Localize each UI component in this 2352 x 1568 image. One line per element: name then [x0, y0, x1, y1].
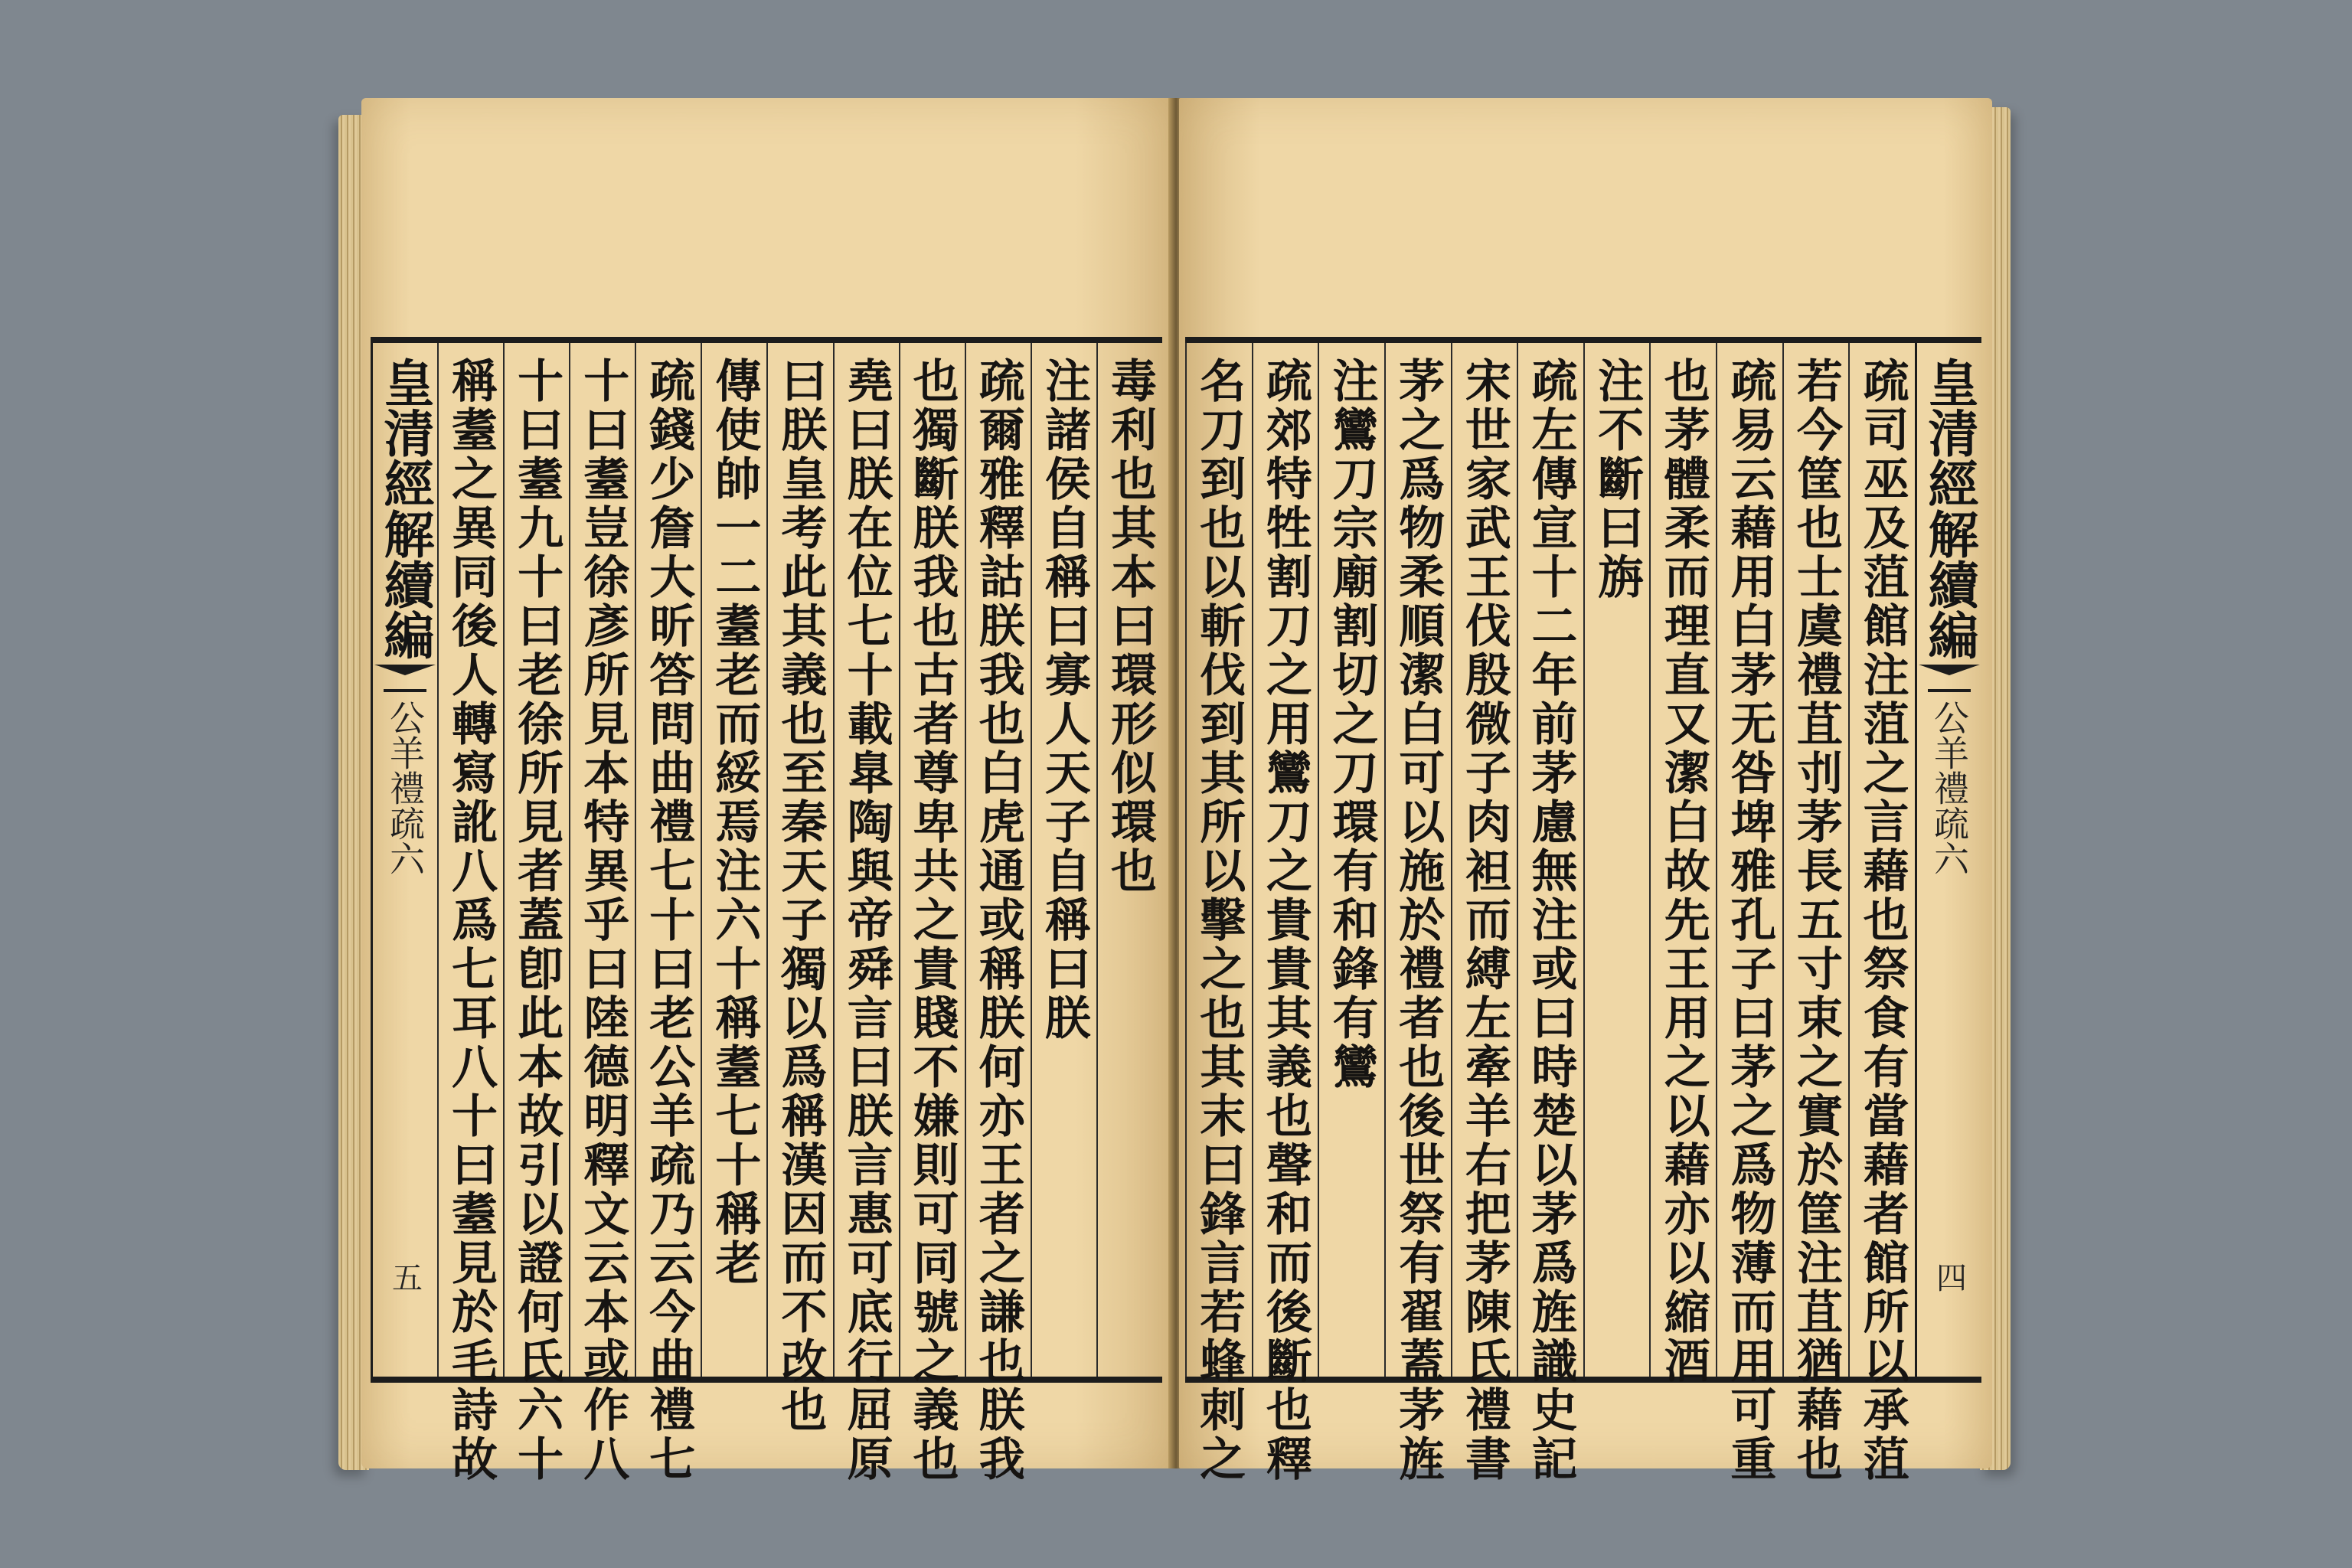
text-column: [1384, 343, 1451, 1484]
text-column: [833, 343, 899, 1484]
text-column: [569, 343, 635, 1484]
column-text: 注鸞刀宗廟割切之刀環有和鋒有鸞: [1325, 357, 1379, 1092]
text-column: [1096, 343, 1162, 1377]
page-number: 五: [387, 1262, 423, 1292]
fish-tail-mark: [374, 665, 436, 675]
column-text: 注諸侯自稱曰寡人天子自稱曰朕: [1037, 357, 1091, 1043]
text-column: [1782, 343, 1849, 1484]
text-column: [1848, 343, 1915, 1484]
column-text: 疏郊特牲割刀之用鸞刀之貴貴其義也聲和而後斷也釋: [1258, 357, 1312, 1484]
text-column: [1517, 343, 1583, 1484]
column-text: 傳使帥一二耋老而綏焉注六十稱耋七十稱老: [707, 357, 762, 1288]
column-text: 毒利也其本曰環形似環也: [1102, 357, 1157, 896]
column-text: 十曰耋豈徐彥所見本特異乎曰陸德明釋文云本或作八: [576, 357, 630, 1484]
left-text-block: [371, 337, 1162, 1484]
text-column: [965, 343, 1031, 1484]
column-text: 若今筐也士虞禮苴刌茅長五寸束之實於筐注苴猶藉也: [1789, 357, 1844, 1484]
right-page-banner: [1915, 343, 1981, 1377]
page-number: 四: [1931, 1262, 1967, 1292]
text-column: [1716, 343, 1782, 1484]
text-column: [635, 343, 701, 1484]
text-column: [1649, 343, 1716, 1386]
column-text: 宋世家武王伐殷微子肉袒而縛左牽羊右把茅陳氏禮書: [1457, 357, 1511, 1484]
book-title: 皇清經解續編: [1919, 357, 1979, 660]
column-text: 稱耋之異同後人轉寫訛八爲七耳八十曰耋見於毛詩故: [444, 357, 498, 1484]
column-text: 疏錢少詹大昕答問曲禮七十曰老公羊疏乃云今曲禮七: [642, 357, 696, 1484]
column-text: 名刀到也以斬伐到其所以擊之也其末曰鋒言若蜂刺之: [1192, 357, 1246, 1484]
text-column: [1318, 343, 1384, 1377]
right-text-block: [1185, 337, 1981, 1484]
column-text: 曰朕皇考此其義也至秦天子獨以爲稱漢因而不改也: [773, 357, 828, 1435]
text-column: [1451, 343, 1517, 1484]
text-column: [899, 343, 965, 1484]
text-column: [1185, 343, 1252, 1484]
text-column: [1583, 343, 1650, 1377]
text-column: [437, 343, 503, 1484]
column-text: 堯曰朕在位七十載臯陶與帝舜言曰朕言惠可底行屈原: [839, 357, 893, 1484]
column-text: 疏易云藉用白茅无咎埤雅孔子曰茅之爲物薄而用可重: [1723, 357, 1777, 1484]
column-text: 疏司巫及菹館注菹之言藉也祭食有當藉者館所以承菹: [1855, 357, 1909, 1484]
text-column: [503, 343, 569, 1484]
column-text: 疏左傳宣十二年前茅慮無注或曰時楚以茅爲旌識史記: [1524, 357, 1578, 1484]
text-column: [701, 343, 766, 1377]
text-column: [766, 343, 832, 1435]
section-title: 公羊禮疏六: [384, 689, 426, 876]
left-page-banner: [371, 343, 437, 1377]
column-text: 也獨斷朕我也古者尊卑共之貴賤不嫌則可同號之義也: [905, 357, 959, 1484]
column-text: 注不斷曰旃: [1590, 357, 1645, 602]
fish-tail-mark: [1919, 665, 1980, 675]
column-text: 十曰耋九十曰老徐所見者蓋卽此本故引以證何氏六十: [510, 357, 564, 1484]
section-title: 公羊禮疏六: [1928, 689, 1971, 876]
column-text: 疏爾雅釋詁朕我也白虎通或稱朕何亦王者之謙也朕我: [971, 357, 1025, 1484]
column-text: 茅之爲物柔順潔白可以施於禮者也後世祭有翟蓋茅旌: [1391, 357, 1446, 1484]
book-title: 皇清經解續編: [374, 357, 435, 660]
column-text: 也茅體柔而理直又潔白故先王用之以藉亦以縮酒: [1656, 357, 1710, 1386]
text-column: [1031, 343, 1096, 1377]
text-column: [1252, 343, 1318, 1484]
